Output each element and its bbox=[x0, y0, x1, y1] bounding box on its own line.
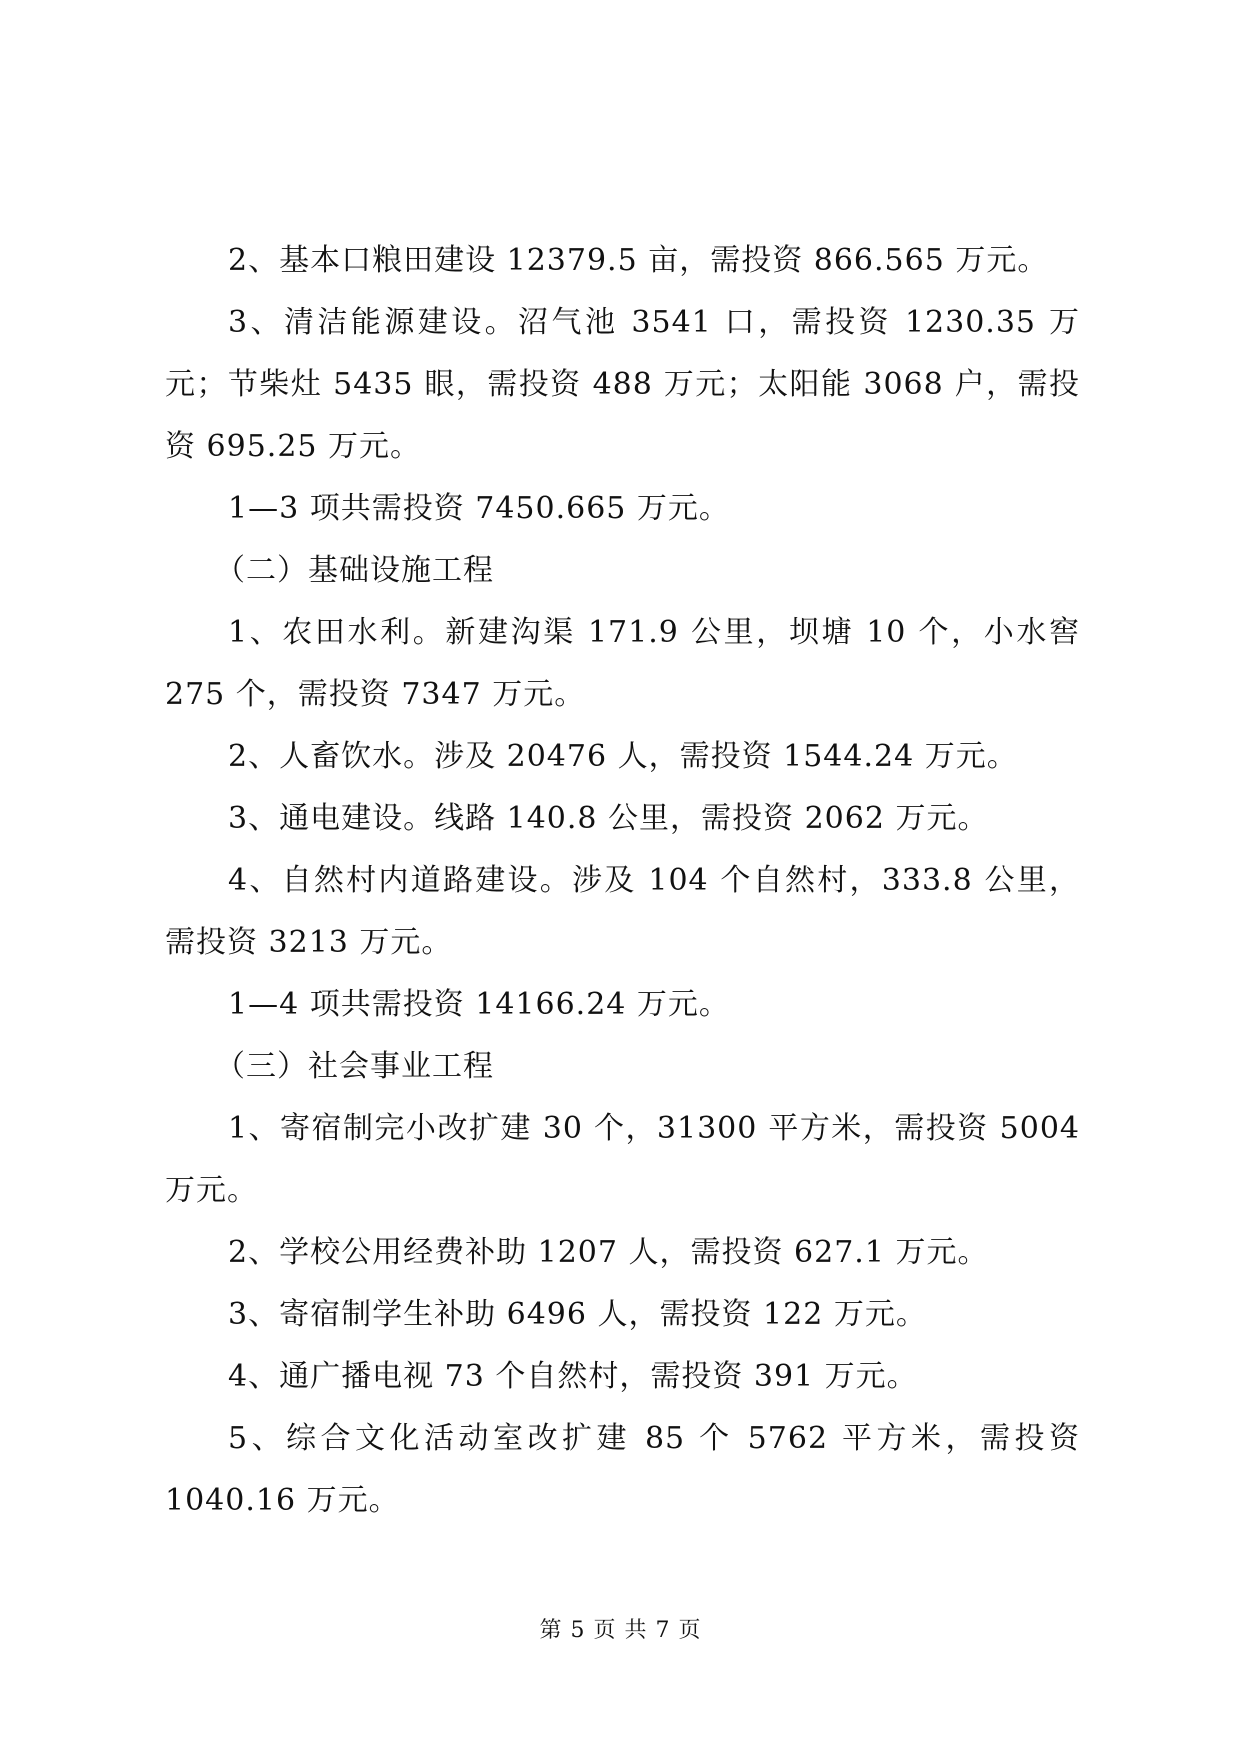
paragraph: 3、寄宿制学生补助 6496 人，需投资 122 万元。 bbox=[228, 1297, 927, 1332]
paragraph: 2、学校公用经费补助 1207 人，需投资 627.1 万元。 bbox=[228, 1235, 989, 1270]
paragraph: 1—4 项共需投资 14166.24 万元。 bbox=[228, 987, 730, 1022]
paragraph: 1—3 项共需投资 7450.665 万元。 bbox=[228, 491, 730, 526]
section-heading: （三）社会事业工程 bbox=[215, 1049, 494, 1084]
document-body bbox=[165, 230, 1080, 1532]
paragraph: 1、寄宿制完小改扩建 30 个，31300 平方米，需投资 5004 万元。 bbox=[165, 1111, 1080, 1208]
paragraph: 3、清洁能源建设。沼气池 3541 口，需投资 1230.35 万元；节柴灶 5435 眼，需投资 488 万元；太阳能 3068 户，需投资 695.25 万元。 bbox=[165, 305, 1080, 464]
paragraph: 4、通广播电视 73 个自然村，需投资 391 万元。 bbox=[228, 1359, 918, 1394]
paragraph: 5、综合文化活动室改扩建 85 个 5762 平方米，需投资 1040.16 万元。 bbox=[165, 1421, 1080, 1518]
section-heading: （二）基础设施工程 bbox=[215, 553, 494, 588]
paragraph: 1、农田水利。新建沟渠 171.9 公里，坝塘 10 个，小水窖 275 个，需投资 7347 万元。 bbox=[165, 615, 1080, 712]
paragraph: 3、通电建设。线路 140.8 公里，需投资 2062 万元。 bbox=[228, 801, 989, 836]
paragraph: 4、自然村内道路建设。涉及 104 个自然村，333.8 公里，需投资 3213 万元。 bbox=[165, 863, 1080, 960]
paragraph: 2、人畜饮水。涉及 20476 人，需投资 1544.24 万元。 bbox=[228, 739, 1018, 774]
paragraph: 2、基本口粮田建设 12379.5 亩，需投资 866.565 万元。 bbox=[228, 243, 1049, 278]
page-footer bbox=[0, 1613, 1241, 1644]
page-number: 第 5 页 共 7 页 bbox=[539, 1618, 702, 1643]
